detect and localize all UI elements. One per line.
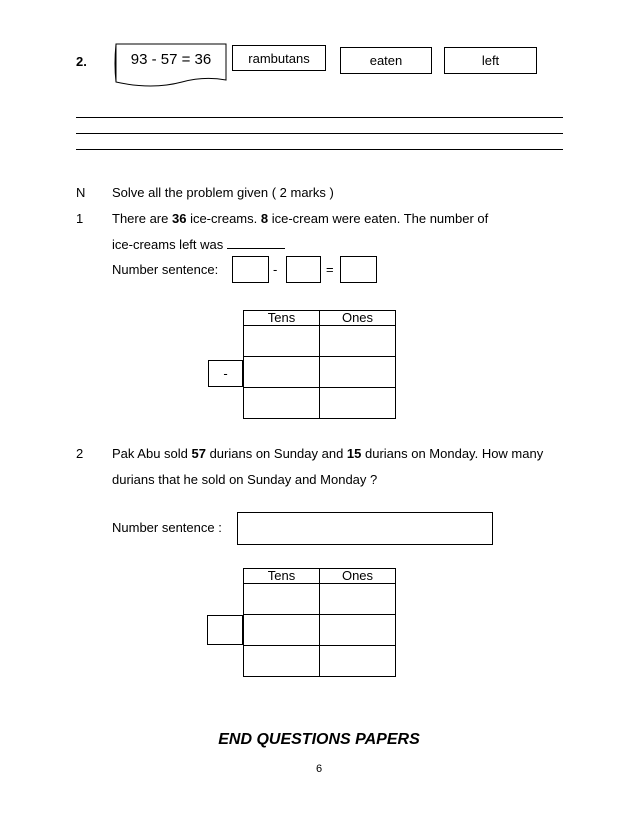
table-cell[interactable] xyxy=(244,357,320,388)
question-number: 1 xyxy=(76,211,84,226)
table-cell[interactable] xyxy=(320,357,396,388)
table-cell[interactable] xyxy=(244,615,320,646)
ones-header: Ones xyxy=(320,311,396,326)
question-number-top: 2. xyxy=(76,54,87,69)
equals-sign: = xyxy=(326,262,334,277)
question-number: 2 xyxy=(76,446,84,461)
tens-header: Tens xyxy=(244,311,320,326)
answer-line xyxy=(76,149,563,150)
table-cell[interactable] xyxy=(244,326,320,357)
label-box-left xyxy=(444,47,537,74)
number-sentence-box[interactable] xyxy=(237,512,493,545)
page-number: 6 xyxy=(315,763,323,775)
ones-header: Ones xyxy=(320,569,396,584)
text: durians on Sunday and xyxy=(205,446,347,461)
table-cell[interactable] xyxy=(320,615,396,646)
label-text: rambutans xyxy=(248,51,310,66)
number-sentence-label: Number sentence : xyxy=(112,520,222,535)
number-sentence-label: Number sentence: xyxy=(112,262,219,277)
answer-box[interactable] xyxy=(340,256,377,283)
answer-line xyxy=(76,117,563,118)
operator-box xyxy=(208,360,243,387)
tens-ones-table xyxy=(243,310,396,419)
table-cell[interactable] xyxy=(244,646,320,677)
operator-sign: - xyxy=(223,366,228,381)
label-text: eaten xyxy=(369,53,403,68)
question-text-line xyxy=(112,211,488,227)
table-cell[interactable] xyxy=(244,388,320,419)
section-instruction: Solve all the problem given ( 2 marks ) xyxy=(112,185,334,200)
number-bold: 15 xyxy=(346,446,362,461)
question-text-line: durians that he sold on Sunday and Monday ? xyxy=(112,472,378,487)
section-letter: N xyxy=(76,185,86,200)
table-cell[interactable] xyxy=(320,646,396,677)
scroll-equation: 93 - 57 = 36 xyxy=(130,51,212,68)
number-bold: 36 xyxy=(171,211,187,226)
text: Pak Abu sold xyxy=(112,446,192,461)
text: durians on Monday. How many xyxy=(361,446,544,461)
answer-line xyxy=(76,133,563,134)
answer-blank[interactable] xyxy=(227,236,285,249)
table-cell[interactable] xyxy=(320,584,396,615)
text: ice-creams. xyxy=(186,211,261,226)
question-text-line xyxy=(112,446,543,462)
answer-box[interactable] xyxy=(286,256,321,283)
question-text-line xyxy=(112,236,285,253)
text: ice-cream were eaten. The number of xyxy=(268,211,489,226)
text: There are xyxy=(112,211,172,226)
table-cell[interactable] xyxy=(244,584,320,615)
table-cell[interactable] xyxy=(320,388,396,419)
end-title: END QUESTIONS PAPERS xyxy=(218,731,420,748)
number-bold: 8 xyxy=(260,211,269,226)
label-text: left xyxy=(481,53,500,68)
operator-box[interactable] xyxy=(207,615,243,645)
minus-sign: - xyxy=(273,262,278,277)
label-box-rambutans xyxy=(232,45,326,71)
number-bold: 57 xyxy=(191,446,206,461)
text: ice-creams left was xyxy=(112,237,227,252)
answer-box[interactable] xyxy=(232,256,269,283)
tens-header: Tens xyxy=(244,569,320,584)
label-box-eaten xyxy=(340,47,432,74)
tens-ones-table xyxy=(243,568,396,677)
table-cell[interactable] xyxy=(320,326,396,357)
